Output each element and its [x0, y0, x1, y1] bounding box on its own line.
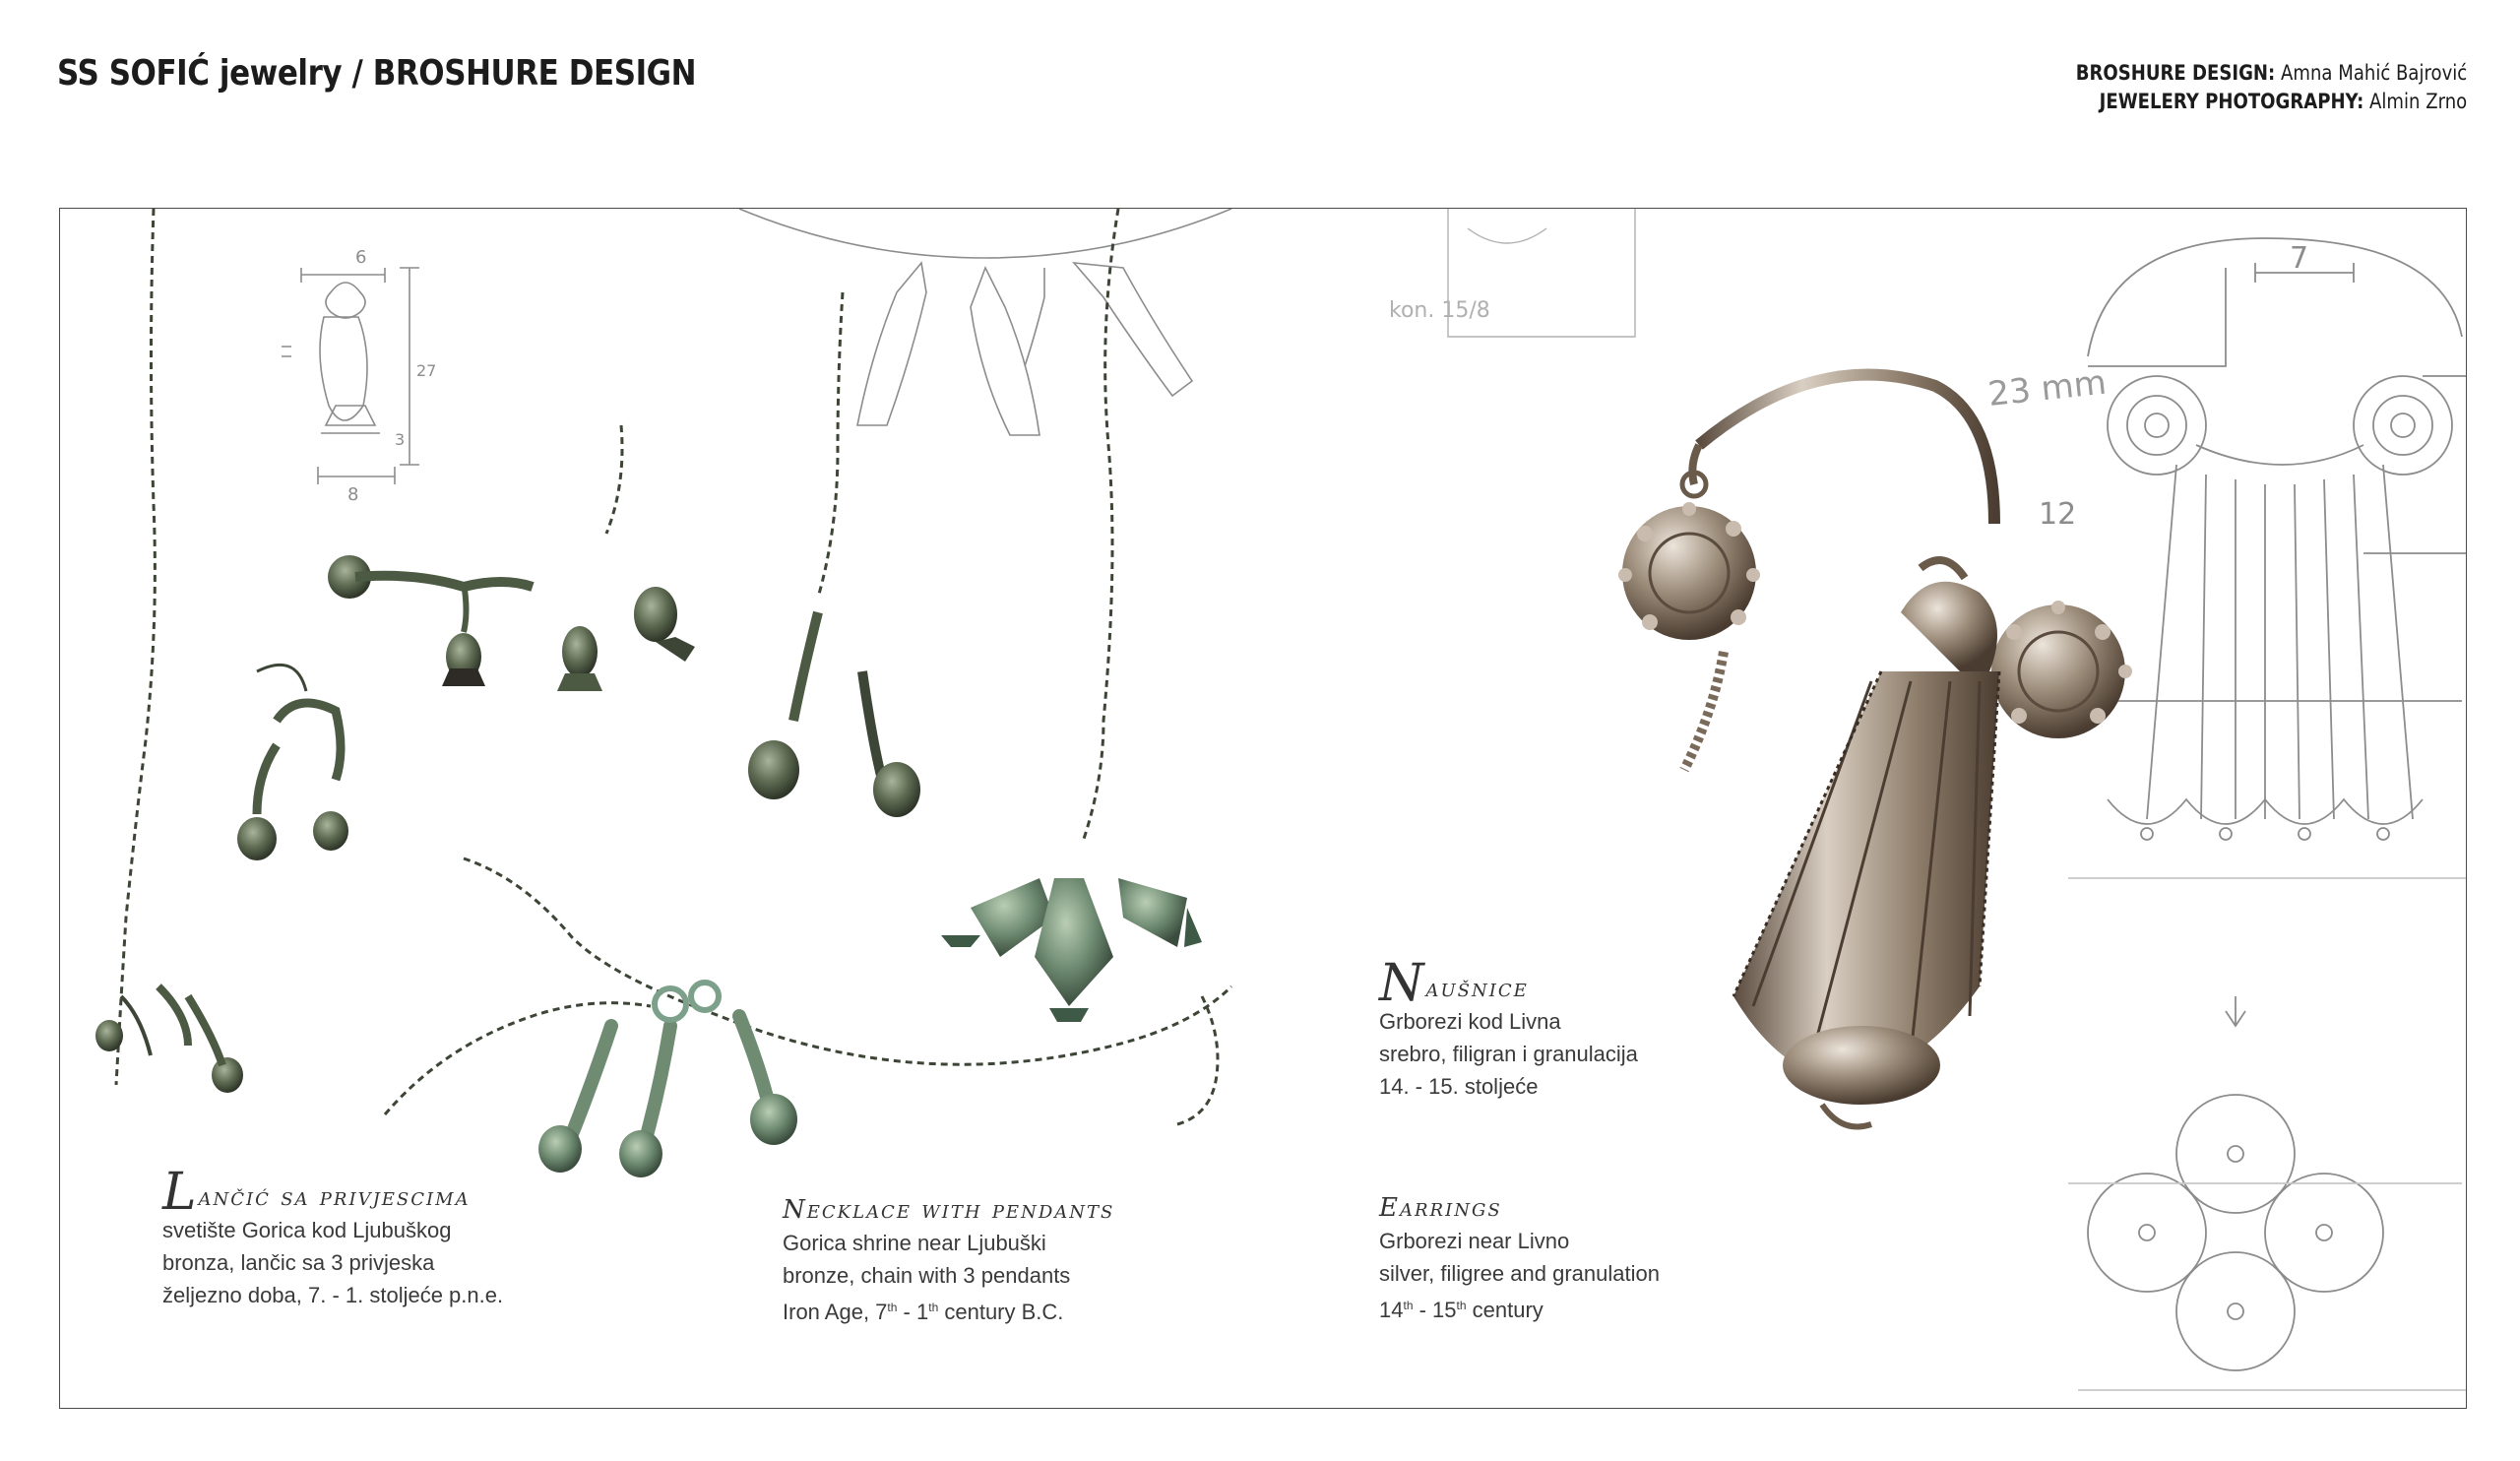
sketch-pendant-dimensions	[282, 268, 419, 484]
caption-line: Grborezi kod Livna	[1379, 1009, 1561, 1034]
caption-earrings-bs	[1379, 954, 1638, 1103]
credit-photo-label: JEWELERY PHOTOGRAPHY:	[2099, 90, 2364, 113]
caption-necklace-bs-title	[162, 1163, 503, 1222]
caption-line: srebro, filigran i granulacija	[1379, 1042, 1638, 1066]
caption-necklace-bs	[162, 1163, 504, 1311]
initial-L: L	[162, 1163, 197, 1222]
sketch-dim-3: 3	[395, 430, 406, 449]
caption-line: Gorica shrine near Ljubuški	[783, 1231, 1046, 1255]
caption-line: bronza, lančic sa 3 privjeska	[162, 1250, 435, 1275]
caption-line: željezno doba, 7. - 1. stoljeće p.n.e.	[162, 1283, 504, 1307]
sketch-kon-label: kon. 15/8	[1389, 298, 1490, 323]
patina-pendants-diamond	[941, 878, 1202, 1022]
caption-necklace-en	[783, 1193, 1114, 1328]
sketch-dim-6: 6	[355, 247, 367, 268]
brochure-title: SS SOFIĆ jewelry / BROSHURE DESIGN	[57, 53, 697, 94]
initial-N: N	[1379, 954, 1424, 1013]
sketch-dim-27: 27	[416, 361, 437, 380]
credit-photo	[2076, 88, 2467, 116]
bronze-pendant-group-top	[328, 425, 695, 691]
caption-line: svetište Gorica kod Ljubuškog	[162, 1218, 452, 1242]
bronze-chain-middle	[748, 209, 1118, 839]
sketch-dim-12: 12	[2039, 497, 2077, 532]
caption-line: Grborezi near Livno	[1379, 1229, 1570, 1253]
sketch-top-chain	[739, 209, 1231, 435]
caption-earrings-en-title: Earrings	[1379, 1193, 1502, 1223]
credit-design	[2076, 59, 2467, 88]
sketch-dim-8: 8	[347, 484, 359, 505]
title-rest: ančić sa privjescima	[198, 1182, 471, 1212]
bronze-pendant-left	[95, 986, 243, 1093]
caption-earrings-en	[1379, 1191, 1660, 1326]
caption-earrings-bs-title	[1379, 954, 1638, 1013]
credits	[2076, 59, 2467, 116]
credit-photo-name: Almin Zrno	[2368, 90, 2467, 113]
bronze-chain-long	[116, 209, 155, 1085]
sketch-mm-label: 23 mm	[1985, 362, 2109, 414]
caption-line: 14. - 15. stoljeće	[1379, 1074, 1539, 1099]
caption-line: 14th - 15th century	[1379, 1298, 1544, 1322]
silver-earring-photo	[1618, 375, 2132, 1127]
sketch-dim-7: 7	[2290, 241, 2309, 276]
bronze-chain-bottom	[385, 858, 1231, 1177]
caption-line: silver, filigree and granulation	[1379, 1261, 1660, 1286]
title-rest: aušnice	[1425, 974, 1529, 1003]
brochure-spread	[59, 208, 2467, 1409]
caption-necklace-en-title: Necklace with pendants	[783, 1195, 1115, 1225]
bronze-small-pendant-pair	[237, 665, 348, 860]
credit-design-label: BROSHURE DESIGN:	[2075, 61, 2276, 85]
caption-line: bronze, chain with 3 pendants	[783, 1263, 1071, 1288]
caption-line: Iron Age, 7th - 1th century B.C.	[783, 1300, 1064, 1324]
credit-design-name: Amna Mahić Bajrović	[2280, 61, 2467, 85]
sketch-earring-design	[2068, 238, 2467, 1390]
